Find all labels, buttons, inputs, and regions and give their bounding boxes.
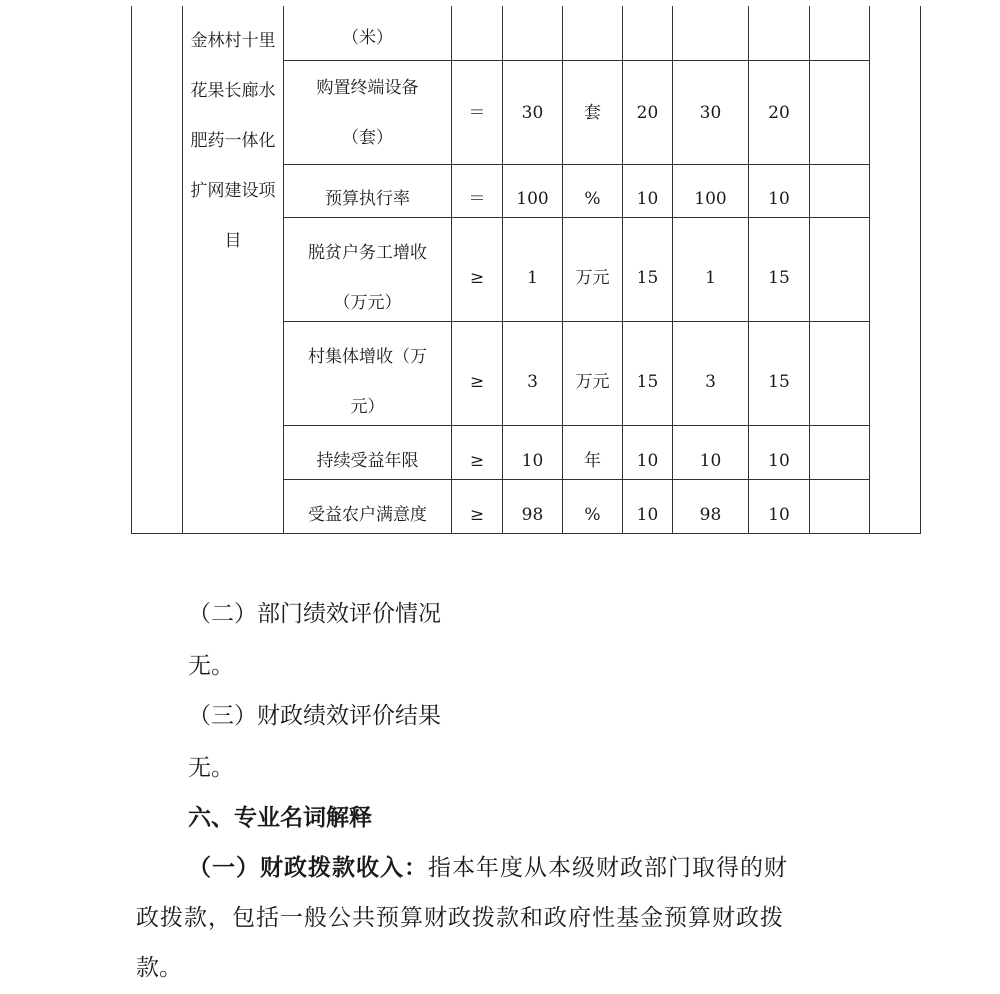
table-cell-score: 20 xyxy=(768,102,790,123)
section-heading-dept-evaluation: （二）部门绩效评价情况 xyxy=(188,601,441,627)
table-cell-unit: % xyxy=(584,189,601,209)
glossary-term: （一）财政拨款收入： xyxy=(188,854,428,881)
table-cell-weight: 20 xyxy=(636,102,659,123)
table-cell-op: ≥ xyxy=(469,505,485,525)
table-cell-unit: 年 xyxy=(584,451,601,471)
table-cell-score: 15 xyxy=(768,267,790,288)
glossary-definition: 指本年度从本级财政部门取得的财 xyxy=(428,855,788,881)
table-cell-unit: 万元 xyxy=(575,371,610,392)
table-cell-weight: 15 xyxy=(636,267,659,288)
glossary-definition-line: 政拨款，包括一般公共预算财政拨款和政府性基金预算财政拨 xyxy=(136,905,784,931)
table-cell-target: 10 xyxy=(521,451,544,471)
table-cell-unit: % xyxy=(584,505,601,525)
table-cell-actual: 30 xyxy=(699,102,722,123)
table-cell-unit: 万元 xyxy=(575,267,610,288)
table-cell-op: ≥ xyxy=(469,371,485,392)
table-cell-weight: 10 xyxy=(636,505,659,525)
table-cell-op: ≥ xyxy=(469,451,485,471)
table-cell-weight: 10 xyxy=(636,451,659,471)
table-cell-weight: 15 xyxy=(636,371,659,392)
table-cell-actual: 98 xyxy=(699,505,722,525)
project-name-line: 金林村十里 xyxy=(190,31,276,51)
project-name xyxy=(184,16,282,266)
table-cell-target: 3 xyxy=(527,371,538,392)
table-cell-op: ＝ xyxy=(468,189,486,209)
table-cell-weight: 10 xyxy=(636,189,659,209)
project-name-line: 花果长廊水 xyxy=(190,81,276,101)
table-cell-score: 15 xyxy=(768,371,790,392)
table-row-indicator: 脱贫户务工增收 （万元） xyxy=(308,242,427,313)
table-cell-target: 1 xyxy=(527,267,538,288)
project-name-line: 肥药一体化 xyxy=(190,131,276,151)
table-cell-actual: 1 xyxy=(705,267,716,288)
project-name-line: 目 xyxy=(224,231,242,251)
table-cell-target: 98 xyxy=(521,505,544,525)
table-row-indicator: 受益农户满意度 xyxy=(308,505,427,525)
glossary-definition-line xyxy=(188,842,788,894)
indicator-partial: （米） xyxy=(342,28,393,48)
table-row-indicator: 购置终端设备 （套） xyxy=(316,77,419,148)
section-heading-glossary: 六、专业名词解释 xyxy=(188,804,372,831)
table-cell-target: 100 xyxy=(516,189,549,209)
project-name-line: 扩网建设项 xyxy=(190,181,276,201)
table-cell-unit: 套 xyxy=(584,102,601,123)
table-row-indicator: 村集体增收（万 元） xyxy=(308,346,427,417)
paragraph-none: 无。 xyxy=(188,653,234,679)
table-cell-score: 10 xyxy=(768,505,790,525)
table-row-indicator: 预算执行率 xyxy=(325,189,410,209)
section-heading-finance-evaluation: （三）财政绩效评价结果 xyxy=(188,703,441,729)
table-cell-actual: 10 xyxy=(699,451,722,471)
paragraph-none: 无。 xyxy=(188,755,234,781)
table-row-indicator: 持续受益年限 xyxy=(316,451,419,471)
table-cell-score: 10 xyxy=(768,189,790,209)
table-cell-op: ≥ xyxy=(469,267,485,288)
table-cell-op: ＝ xyxy=(468,102,486,123)
table-cell-actual: 3 xyxy=(705,371,716,392)
table-cell-actual: 100 xyxy=(694,189,727,209)
table-cell-target: 30 xyxy=(521,102,544,123)
glossary-definition-line: 款。 xyxy=(136,955,182,981)
table-cell-score: 10 xyxy=(768,451,790,471)
